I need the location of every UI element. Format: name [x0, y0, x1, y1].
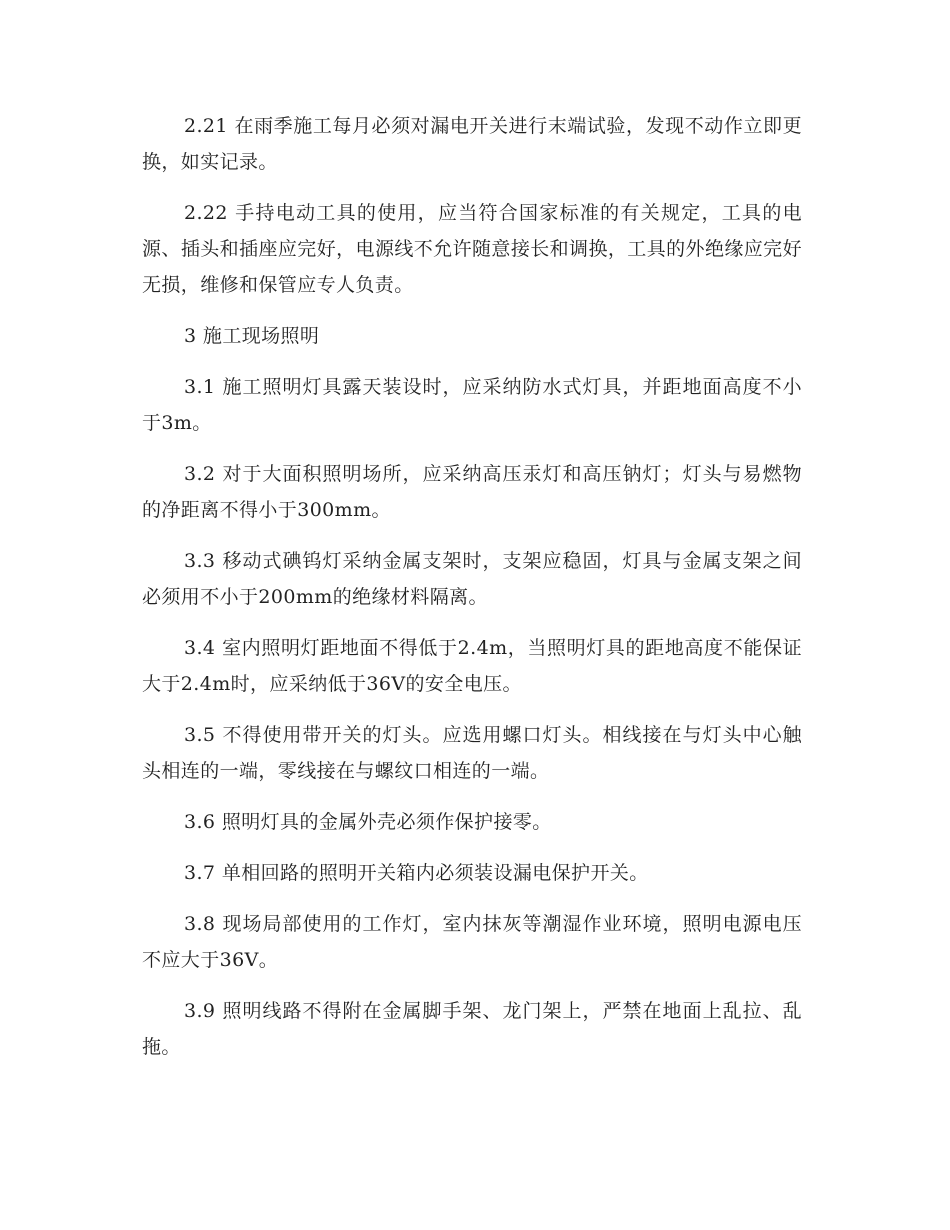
paragraph-3-3: 3.3 移动式碘钨灯采纳金属支架时，支架应稳固，灯具与金属支架之间必须用不小于200mm的绝缘材料隔离。 [142, 550, 802, 608]
document-page [142, 108, 802, 1080]
paragraph-3-9: 3.9 照明线路不得附在金属脚手架、龙门架上，严禁在地面上乱拉、乱拖。 [142, 1000, 802, 1058]
paragraph-2-21: 2.21 在雨季施工每月必须对漏电开关进行末端试验，发现不动作立即更换，如实记录。 [142, 115, 802, 173]
paragraph-3-4: 3.4 室内照明灯距地面不得低于2.4m，当照明灯具的距地高度不能保证大于2.4m时，应采纳低于36V的安全电压。 [142, 637, 802, 695]
paragraph-3-1: 3.1 施工照明灯具露天装设时，应采纳防水式灯具，并距地面高度不小于3m。 [142, 376, 802, 434]
section-heading-3: 3 施工现场照明 [184, 325, 320, 347]
paragraph-3-2: 3.2 对于大面积照明场所，应采纳高压汞灯和高压钠灯；灯头与易燃物的净距离不得小于300mm。 [142, 463, 802, 521]
paragraph-3-6: 3.6 照明灯具的金属外壳必须作保护接零。 [184, 811, 552, 833]
paragraph-2-22: 2.22 手持电动工具的使用，应当符合国家标准的有关规定，工具的电源、插头和插座应完好，电源线不允许随意接长和调换，工具的外绝缘应完好无损，维修和保管应专人负责。 [142, 202, 802, 296]
paragraph-3-5: 3.5 不得使用带开关的灯头。应选用螺口灯头。相线接在与灯头中心触头相连的一端，零线接在与螺纹口相连的一端。 [142, 724, 802, 782]
paragraph-3-8: 3.8 现场局部使用的工作灯，室内抹灰等潮湿作业环境，照明电源电压不应大于36V。 [142, 913, 802, 971]
paragraph-3-7: 3.7 单相回路的照明开关箱内必须装设漏电保护开关。 [184, 862, 649, 884]
